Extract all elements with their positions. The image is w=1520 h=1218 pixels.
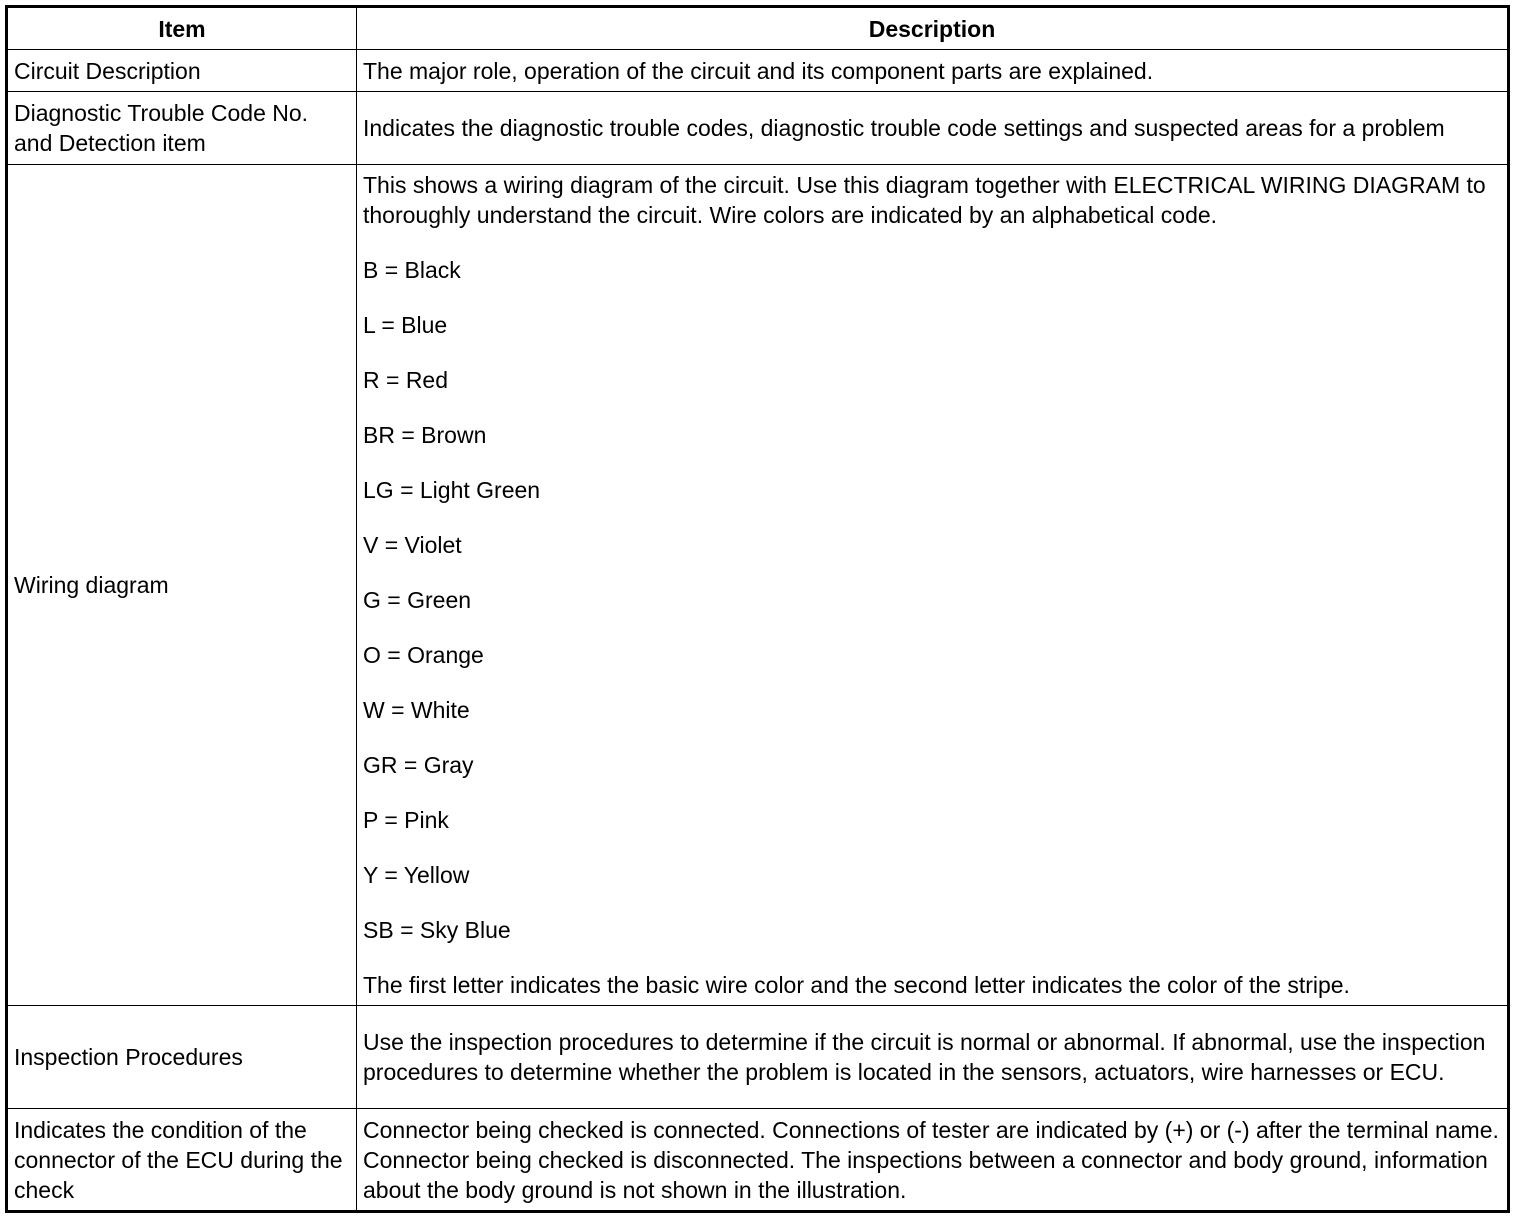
wire-color-code: V = Violet xyxy=(363,532,462,558)
wire-color-code: W = White xyxy=(363,697,470,723)
description-cell: The major role, operation of the circuit and its component parts are explained. xyxy=(357,50,1509,92)
description-cell xyxy=(357,165,1509,1006)
header-item: Item xyxy=(7,7,357,50)
table-row xyxy=(7,1006,1509,1109)
wire-color-code: GR = Gray xyxy=(363,752,474,778)
description-cell: Use the inspection procedures to determine if the circuit is normal or abnormal. If abnormal, use the inspection procedures to determine whether the problem is located in the sensors, actuators, wire harnesses or ECU. xyxy=(357,1006,1509,1109)
item-cell: Diagnostic Trouble Code No. and Detection item xyxy=(7,92,357,165)
item-cell: Wiring diagram xyxy=(7,165,357,1006)
wire-color-code: P = Pink xyxy=(363,807,449,833)
table-row xyxy=(7,50,1509,92)
wire-color-code: SB = Sky Blue xyxy=(363,917,511,943)
wiring-footer: The first letter indicates the basic wire color and the second letter indicates the color of the stripe. xyxy=(363,972,1350,998)
table-row xyxy=(7,165,1509,1006)
wire-color-code: BR = Brown xyxy=(363,422,487,448)
description-cell: Connector being checked is connected. Connections of tester are indicated by (+) or (-) after the terminal name. Connector being checked is disconnected. The inspections between a connector and body ground, information about the body ground is not shown in the illustration. xyxy=(357,1109,1509,1212)
wire-color-code: G = Green xyxy=(363,587,472,613)
wire-color-code: B = Black xyxy=(363,257,461,283)
item-cell: Circuit Description xyxy=(7,50,357,92)
wire-color-code: O = Orange xyxy=(363,642,484,668)
wire-color-code: LG = Light Green xyxy=(363,477,541,503)
header-row xyxy=(7,7,1509,50)
description-cell: Indicates the diagnostic trouble codes, diagnostic trouble code settings and suspected areas for a problem xyxy=(357,92,1509,165)
header-description: Description xyxy=(357,7,1509,50)
wire-color-code: Y = Yellow xyxy=(363,862,470,888)
wire-color-code: R = Red xyxy=(363,367,449,393)
wiring-intro: This shows a wiring diagram of the circuit. Use this diagram together with ELECTRICAL WIRING DIAGRAM to thoroughly understand the circuit. Wire colors are indicated by an alphabetical code. xyxy=(363,172,1486,228)
item-cell: Inspection Procedures xyxy=(7,1006,357,1109)
reference-table xyxy=(5,5,1510,1213)
table-row xyxy=(7,1109,1509,1212)
item-cell: Indicates the condition of the connector of the ECU during the check xyxy=(7,1109,357,1212)
wire-color-code: L = Blue xyxy=(363,312,448,338)
table-row xyxy=(7,92,1509,165)
